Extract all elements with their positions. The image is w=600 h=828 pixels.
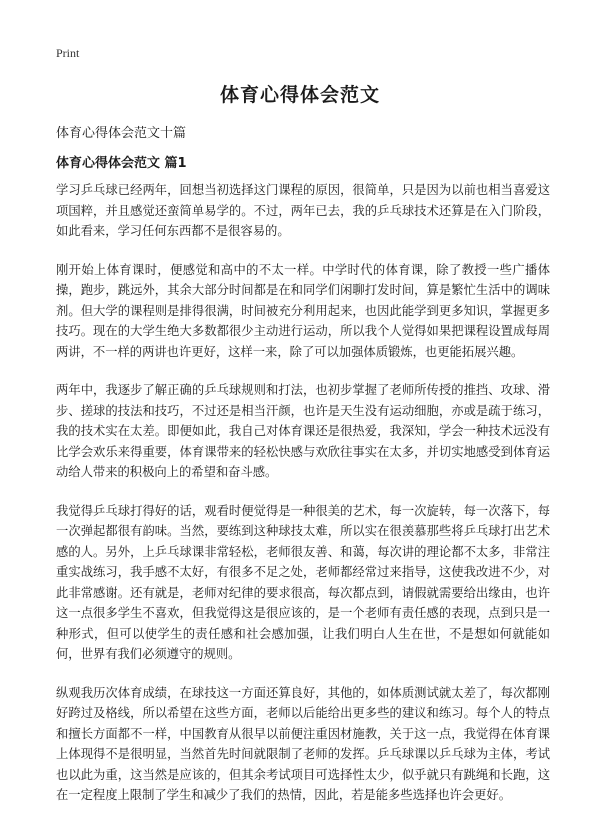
document-title: 体育心得体会范文 <box>219 84 380 106</box>
paragraph: 学习乒乓球已经两年，回想当初选择这门课程的原因，很简单，只是因为以前也相当喜爱这项国粹，并且感觉还蛮简单易学的。不过，两年已去，我的乒乓球技术还算是在入门阶段，如此看来，学习任何东西都不是很容易的。 <box>56 183 550 238</box>
paragraph: 两年中，我逐步了解正确的乒乓球规则和打法，也初步掌握了老师所传授的推挡、攻球、滑步、搓球的技法和技巧，不过还是相当汗颜，也许是天生没有运动细胞，亦或是疏于练习，我的技术实在太差。即便如此，我自己对体育课还是很热爱，我深知，学会一种技术远没有比学会欢乐来得重要，体育课带来的轻松快感与欢欣往事实在太多，并切实地感受到体育运动给人带来的积极向上的希望和奋斗感。 <box>56 383 550 479</box>
section-heading: 体育心得体会范文 篇1 <box>56 156 187 171</box>
document-subtitle: 体育心得体会范文十篇 <box>56 126 187 141</box>
paragraph: 我觉得乒乓球打得好的话，观看时便觉得是一种很美的艺术，每一次旋转，每一次落下，每一次弹起都很有韵味。当然，要练到这种球技太难，所以实在很羡慕那些将乒乓球打出艺术感的人。另外，上乒乓球课非常轻松，老师很友善、和蔼，每次讲的理论都不太多，非常注重实战练习，我手感不太好，有很多不足之处，老师都经常过来指导，这使我改进不少，对此非常感谢。还有就是，老师对纪律的要求很高，每次都点到，请假就需要给出缘由，也许这一点很多学生不喜欢，但我觉得这是很应该的，是一个老师有责任感的表现，点到只是一种形式，但可以使学生的责任感和社会感加强，让我们明白人生在世，不是想如何就能如何，世界有我们必须遵守的规则。 <box>56 503 550 661</box>
print-label: Print <box>56 46 80 60</box>
document-body <box>56 180 550 824</box>
paragraph: 纵观我历次体育成绩，在球技这一方面还算良好，其他的，如体质测试就太差了，每次都刚好跨过及格线，所以希望在这些方面，老师以后能给出更多些的建议和练习。每个人的特点和擅长方面都不一样，中国教育从很早以前便注重因材施教，关于这一点，我觉得在体育课上体现得不是很明显，当然首先时间就限制了老师的发挥。乒乓球课以乒乓球为主体，考试也以此为重，这当然是应该的，但其余考试项目可选择性太少，似乎就只有跳绳和长跑，这在一定程度上限制了学生和减少了我们的热情，因此，若是能多些选择也许会更好。 <box>56 685 550 802</box>
paragraph: 刚开始上体育课时，便感觉和高中的不太一样。中学时代的体育课，除了教授一些广播体操，跑步，跳远外，其余大部分时间都是在和同学们闲聊打发时间，算是繁忙生活中的调味剂。但大学的课程则是排得很满，时间被充分利用起来，也因此能学到更多知识，掌握更多技巧。现在的大学生绝大多数都很少主动进行运动，所以我个人觉得如果把课程设置成每周两讲，不一样的两讲也许更好，这样一来，除了可以加强体质锻炼，也更能拓展兴趣。 <box>56 262 550 359</box>
